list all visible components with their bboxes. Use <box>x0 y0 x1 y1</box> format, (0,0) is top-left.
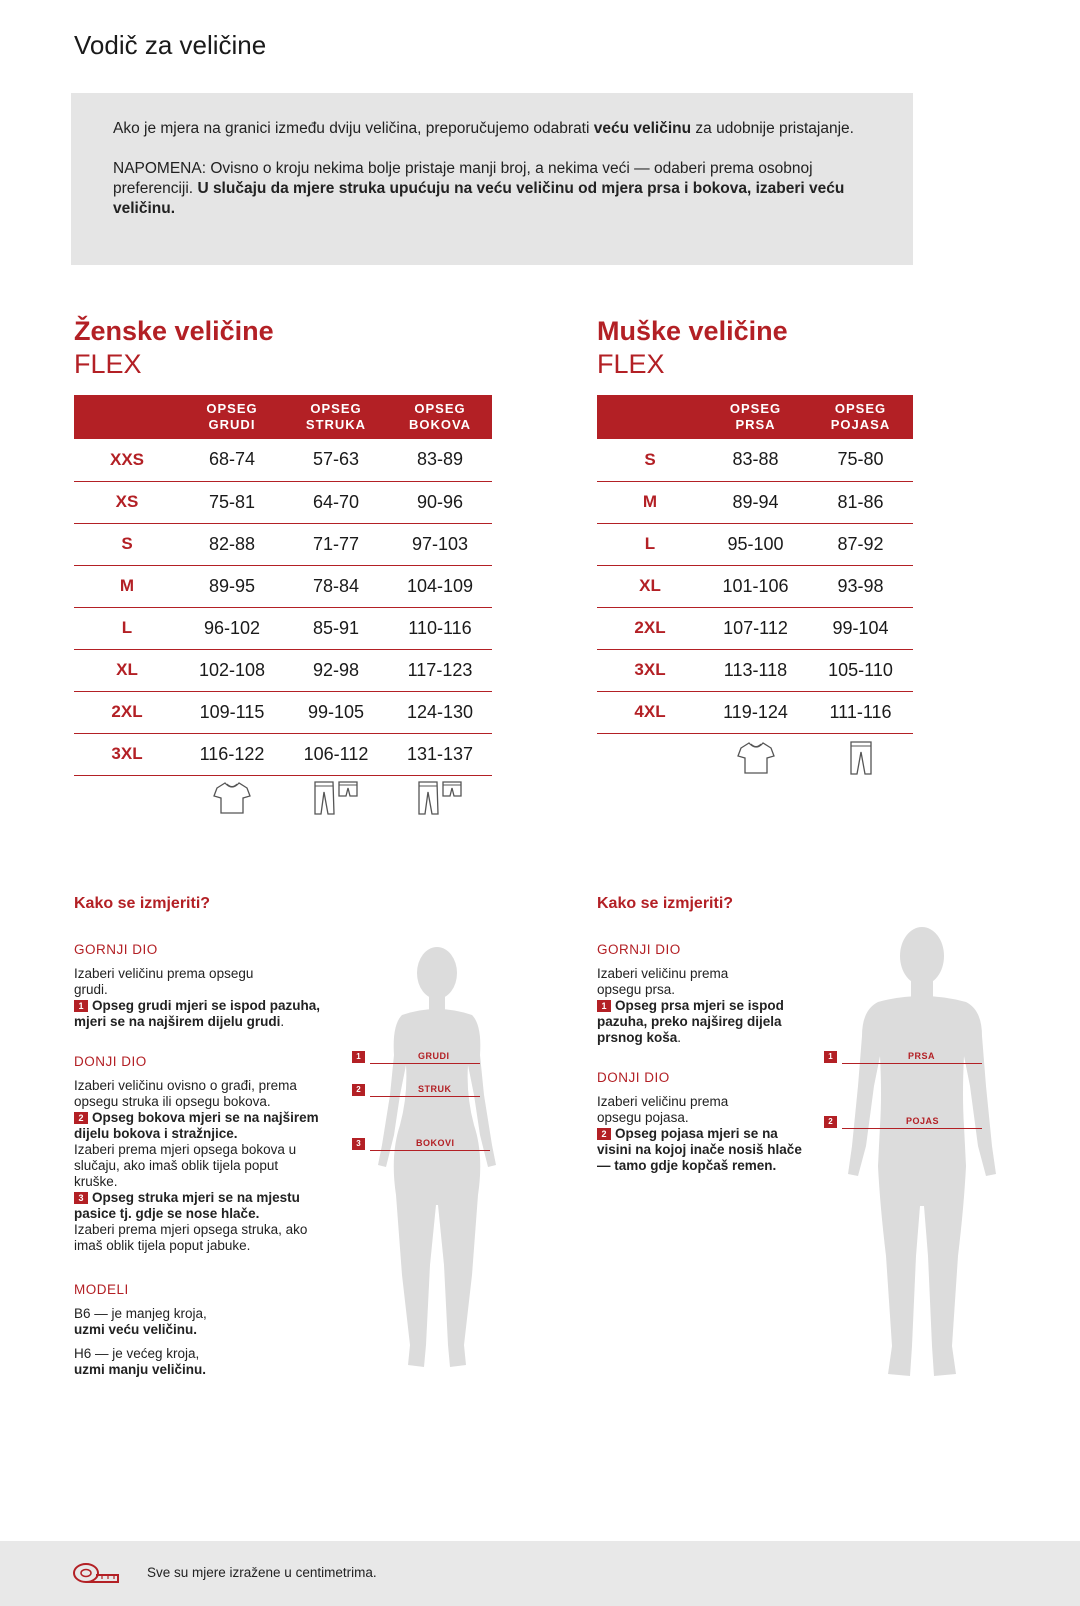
size-label: XS <box>74 481 180 523</box>
women-table-row <box>74 481 492 523</box>
measurement-cell: 107-112 <box>703 607 808 649</box>
men-size-table <box>597 395 913 734</box>
measurement-cell: 95-100 <box>703 523 808 565</box>
measurement-cell: 96-102 <box>180 607 284 649</box>
notice-paragraph-1: Ako je mjera na granici između dviju veličina, preporučujemo odabrati veću veličinu za udobnije pristajanje. <box>113 120 854 137</box>
measurement-cell: 92-98 <box>284 649 388 691</box>
male-body-figure <box>848 926 996 1388</box>
pants-icon <box>808 740 913 776</box>
size-label: L <box>74 607 180 649</box>
size-label: 2XL <box>74 691 180 733</box>
measure-marker <box>824 1116 940 1128</box>
measurement-cell: 89-94 <box>703 481 808 523</box>
female-body-figure <box>372 945 502 1383</box>
men-table-header <box>597 395 913 439</box>
men-table-row <box>597 691 913 733</box>
marker-line <box>842 1063 982 1064</box>
page-title: Vodič za veličine <box>74 30 267 60</box>
marker-line <box>842 1128 982 1129</box>
men-garment-icons <box>703 740 913 776</box>
women-table-row <box>74 565 492 607</box>
header-waistband: OPSEG POJASA <box>808 395 913 439</box>
women-table-row <box>74 691 492 733</box>
men-table-row <box>597 523 913 565</box>
size-label: L <box>597 523 703 565</box>
men-howto <box>597 896 807 1198</box>
women-howto <box>74 896 324 1402</box>
women-top-block: GORNJI DIO Izaberi veličinu prema opsegu grudi. 1 Opseg grudi mjeri se ispod pazuha, mjeri se na najširem dijelu grudi. <box>74 942 321 1029</box>
measurement-cell: 83-89 <box>388 439 492 481</box>
pants-shorts-icon <box>388 780 492 816</box>
measurement-cell: 113-118 <box>703 649 808 691</box>
measurement-cell: 81-86 <box>808 481 913 523</box>
men-table-row <box>597 481 913 523</box>
women-howto-question: Kako se izmjeriti? <box>74 895 211 912</box>
measurement-cell: 124-130 <box>388 691 492 733</box>
men-table-row <box>597 565 913 607</box>
women-heading: Ženske veličine <box>74 316 274 346</box>
size-label: XL <box>597 565 703 607</box>
measurement-cell: 116-122 <box>180 733 284 775</box>
measure-marker <box>352 1051 450 1063</box>
measurement-cell: 131-137 <box>388 733 492 775</box>
marker-label: PRSA <box>908 1051 936 1061</box>
women-models-block: MODELI B6 — je manjeg kroja, uzmi veću veličinu. H6 — je većeg kroja, uzmi manju veličinu. <box>74 1282 207 1377</box>
tshirt-icon <box>703 740 808 776</box>
men-subheading: FLEX <box>597 349 665 379</box>
measurement-cell: 89-95 <box>180 565 284 607</box>
measuring-tape-icon <box>72 1561 120 1587</box>
men-table-row <box>597 439 913 481</box>
marker-label: STRUK <box>418 1084 452 1094</box>
men-howto-question: Kako se izmjeriti? <box>597 895 734 912</box>
marker-label: POJAS <box>906 1116 940 1126</box>
measurement-cell: 99-104 <box>808 607 913 649</box>
measurement-cell: 101-106 <box>703 565 808 607</box>
measurement-cell: 93-98 <box>808 565 913 607</box>
size-label: XXS <box>74 439 180 481</box>
header-waist: OPSEG STRUKA <box>284 395 388 439</box>
measurement-cell: 105-110 <box>808 649 913 691</box>
measurement-cell: 71-77 <box>284 523 388 565</box>
size-label: 3XL <box>597 649 703 691</box>
measurement-cell: 117-123 <box>388 649 492 691</box>
footer-bar <box>0 1541 1080 1606</box>
measurement-cell: 109-115 <box>180 691 284 733</box>
marker-number: 1 <box>824 1051 837 1063</box>
measurement-cell: 104-109 <box>388 565 492 607</box>
marker-number: 1 <box>352 1051 365 1063</box>
size-label: XL <box>74 649 180 691</box>
measurement-cell: 99-105 <box>284 691 388 733</box>
men-bottom-block: DONJI DIO Izaberi veličinu prema opsegu pojasa. 2 Opseg pojasa mjeri se na visini na kojoj inače nosiš hlače — tamo gdje kopčaš remen. <box>597 1070 802 1173</box>
measurement-cell: 87-92 <box>808 523 913 565</box>
pants-shorts-icon <box>284 780 388 816</box>
header-chest: OPSEG PRSA <box>703 395 808 439</box>
size-label: M <box>597 481 703 523</box>
header-size <box>74 395 180 439</box>
header-size <box>597 395 703 439</box>
marker-number: 3 <box>352 1138 365 1150</box>
women-bottom-block: DONJI DIO Izaberi veličinu ovisno o građi, prema opsegu struka ili opsegu bokova. 2 Opseg bokova mjeri se na najširem dijelu bokova i stražnjice. Izaberi prema mjeri opsega bokova u slučaju, ako imaš oblik tijela poput kruške. 3 Opseg struka mjeri se na mjestu pasice tj. gdje se nose hlače. Izaberi prema mjeri opsega struka, ako imaš oblik tijela poput jabuke. <box>74 1054 319 1253</box>
marker-number: 2 <box>352 1084 365 1096</box>
size-label: 3XL <box>74 733 180 775</box>
women-section-heading <box>74 315 274 381</box>
measurement-cell: 119-124 <box>703 691 808 733</box>
men-top-block: GORNJI DIO Izaberi veličinu prema opsegu prsa. 1 Opseg prsa mjeri se ispod pazuha, preko najšireg dijela prsnog koša. <box>597 942 784 1045</box>
marker-number: 2 <box>824 1116 837 1128</box>
measurement-cell: 102-108 <box>180 649 284 691</box>
measurement-cell: 111-116 <box>808 691 913 733</box>
measurement-cell: 85-91 <box>284 607 388 649</box>
measurement-cell: 82-88 <box>180 523 284 565</box>
measurement-cell: 78-84 <box>284 565 388 607</box>
size-label: S <box>597 439 703 481</box>
size-label: 4XL <box>597 691 703 733</box>
men-table-row <box>597 607 913 649</box>
size-label: 2XL <box>597 607 703 649</box>
marker-line <box>370 1150 490 1151</box>
women-table-row <box>74 607 492 649</box>
footer-note: Sve su mjere izražene u centimetrima. <box>147 1565 377 1580</box>
size-label: S <box>74 523 180 565</box>
measurement-cell: 68-74 <box>180 439 284 481</box>
measurement-cell: 106-112 <box>284 733 388 775</box>
measurement-cell: 64-70 <box>284 481 388 523</box>
measure-marker <box>352 1138 455 1150</box>
measurement-cell: 75-80 <box>808 439 913 481</box>
marker-label: BOKOVI <box>416 1138 455 1148</box>
men-table-row <box>597 649 913 691</box>
measurement-cell: 90-96 <box>388 481 492 523</box>
women-table-row <box>74 439 492 481</box>
header-bust: OPSEG GRUDI <box>180 395 284 439</box>
measurement-cell: 110-116 <box>388 607 492 649</box>
measurement-cell: 97-103 <box>388 523 492 565</box>
notice-panel <box>71 93 913 265</box>
measurement-cell: 75-81 <box>180 481 284 523</box>
tshirt-icon <box>180 780 284 816</box>
notice-paragraph-2: NAPOMENA: Ovisno o kroju nekima bolje pristaje manji broj, a nekima veći — odaberi prema osobnoj preferenciji. U slučaju da mjere struka upućuju na veću veličinu od mjera prsa i bokova, izaberi veću veličinu. <box>113 160 845 217</box>
measure-marker <box>824 1051 936 1063</box>
women-table-header <box>74 395 492 439</box>
women-garment-icons <box>180 780 492 816</box>
women-subheading: FLEX <box>74 349 142 379</box>
marker-line <box>370 1063 480 1064</box>
size-label: M <box>74 565 180 607</box>
men-heading: Muške veličine <box>597 316 788 346</box>
measure-marker <box>352 1084 452 1096</box>
women-size-table <box>74 395 492 776</box>
women-table-row <box>74 649 492 691</box>
women-table-row <box>74 523 492 565</box>
marker-label: GRUDI <box>418 1051 450 1061</box>
measurement-cell: 57-63 <box>284 439 388 481</box>
women-table-row <box>74 733 492 775</box>
measurement-cell: 83-88 <box>703 439 808 481</box>
header-hips: OPSEG BOKOVA <box>388 395 492 439</box>
men-section-heading <box>597 315 788 381</box>
marker-line <box>370 1096 480 1097</box>
